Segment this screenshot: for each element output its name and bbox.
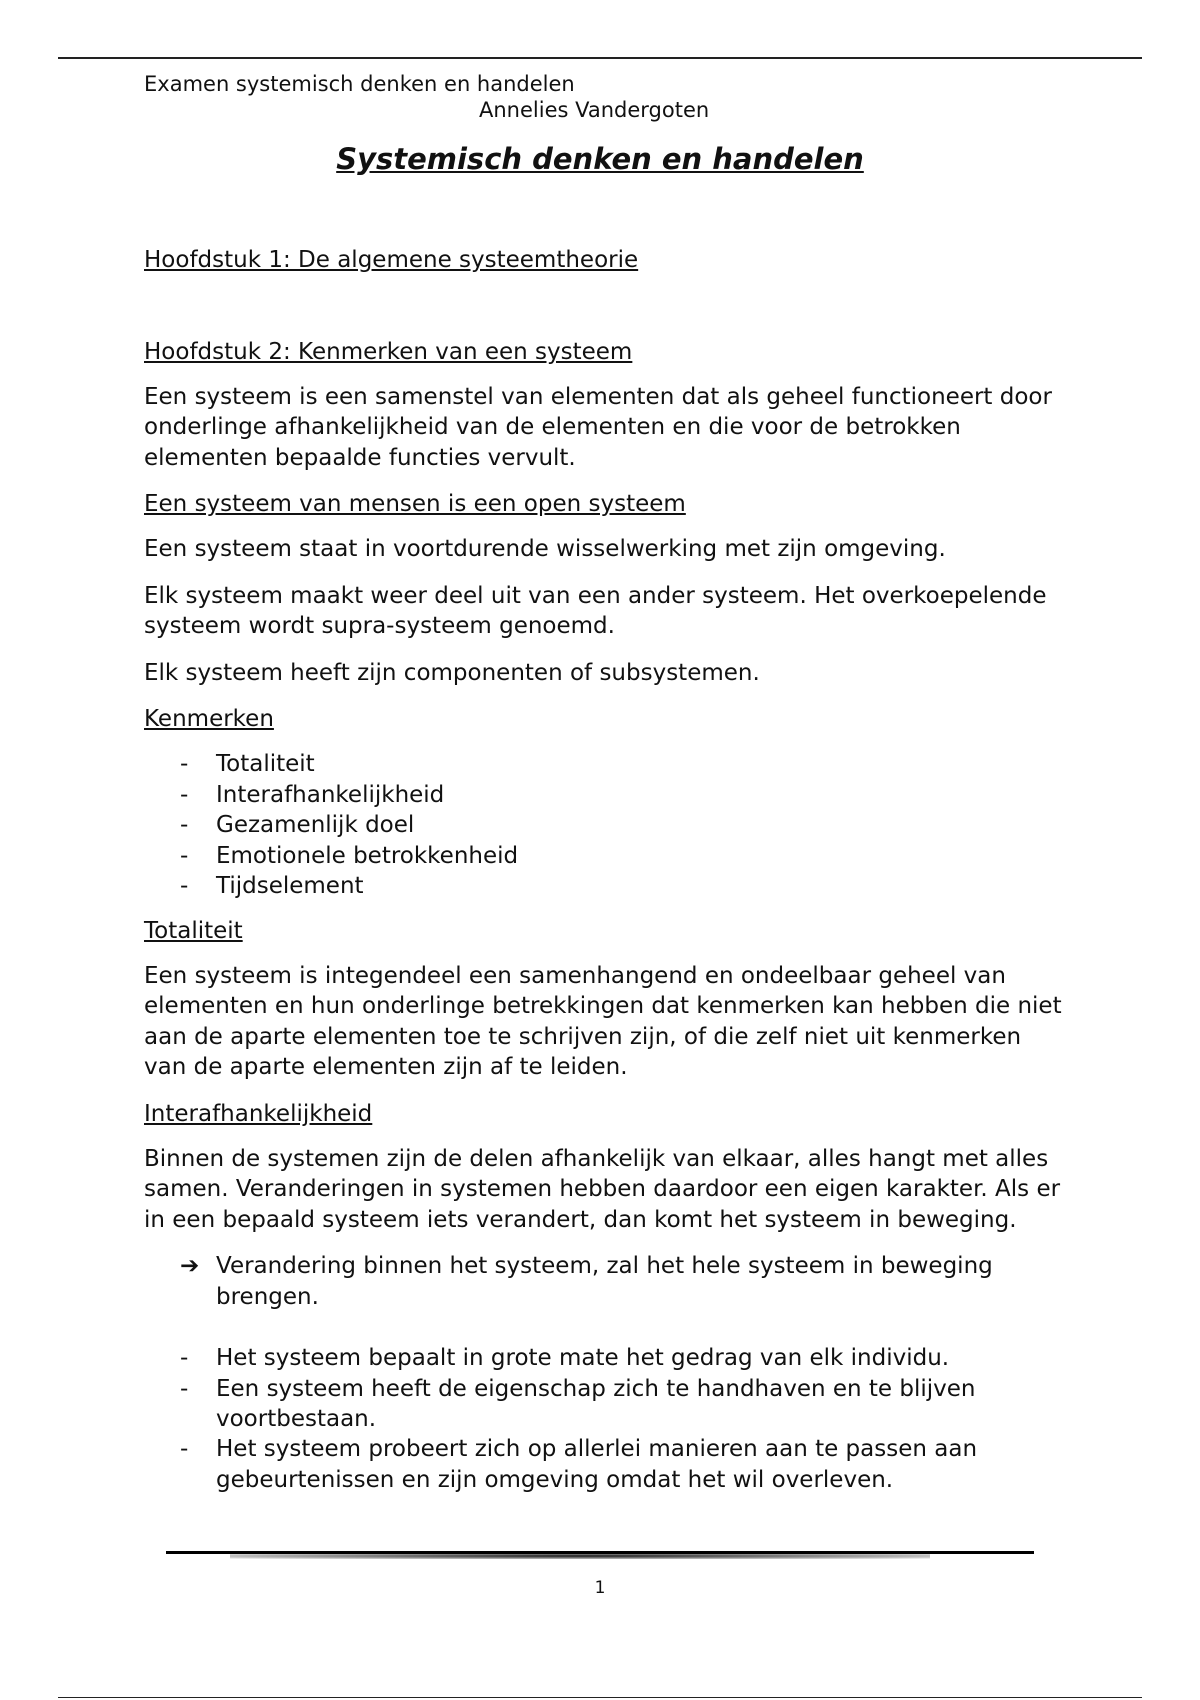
open-system-heading: Een systeem van mensen is een open systeem xyxy=(144,491,686,518)
list-item: - Het systeem probeert zich op allerlei manieren aan te passen aan gebeurtenissen en zijn omgeving omdat het wil overleven. xyxy=(180,1436,978,1493)
interafhankelijkheid-paragraph: Binnen de systemen zijn de delen afhankelijk van elkaar, alles hangt met alles samen. Veranderingen in systemen hebben daardoor een eigen karakter. Als er in een bepaald systeem iets verandert, dan komt het systeem in beweging. xyxy=(144,1145,1061,1233)
arrow-conclusion: ➔ Verandering binnen het systeem, zal het hele systeem in beweging brengen. xyxy=(180,1253,993,1311)
list-item: - Totaliteit xyxy=(144,749,1064,779)
dash-bullet: - xyxy=(180,812,189,839)
chapter-2-heading: Hoofdstuk 2: Kenmerken van een systeem xyxy=(144,339,633,366)
chapter-1-heading: Hoofdstuk 1: De algemene systeemtheorie xyxy=(144,247,639,273)
list-item: - Interafhankelijkheid xyxy=(144,780,1064,810)
list-item: - Tijdselement xyxy=(144,871,1064,901)
dash-bullet: - xyxy=(180,1375,189,1402)
totaliteit-heading: Totaliteit xyxy=(144,917,243,944)
arrow-right-icon: ➔ xyxy=(180,1253,200,1280)
dash-bullet: - xyxy=(180,842,189,869)
footer-rule-shadow xyxy=(230,1553,930,1559)
system-properties-list xyxy=(144,1343,1064,1495)
totaliteit-paragraph: Een systeem is integendeel een samenhangend en ondeelbaar geheel van elementen en hun onderlinge betrekkingen dat kenmerken kan hebben die niet aan de aparte elementen toe te schrijven zijn, of die zelf niet uit kenmerken van de aparte elementen zijn af te leiden. xyxy=(144,962,1062,1081)
document-body xyxy=(144,245,1064,1509)
header-exam-title: Examen systemisch denken en handelen xyxy=(144,72,575,96)
kenmerken-list xyxy=(144,749,1064,901)
dash-bullet: - xyxy=(180,781,189,808)
dash-bullet: - xyxy=(180,1436,189,1463)
interafhankelijkheid-heading: Interafhankelijkheid xyxy=(144,1100,373,1127)
dash-bullet: - xyxy=(180,1345,189,1372)
bottom-page-rule xyxy=(58,1697,1142,1698)
list-item: - Gezamenlijk doel xyxy=(144,810,1064,840)
kenmerken-heading: Kenmerken xyxy=(144,706,274,733)
header-author: Annelies Vandergoten xyxy=(479,98,710,122)
system-definition: Een systeem is een samenstel van elementen dat als geheel functioneert door onderlinge afhankelijkheid van de elementen en die voor de betrokken elementen bepaalde functies vervult. xyxy=(144,383,1052,471)
document-title: Systemisch denken en handelen xyxy=(336,142,864,176)
top-page-rule xyxy=(58,57,1142,59)
open-system-paragraph: Elk systeem maakt weer deel uit van een ander systeem. Het overkoepelende systeem wordt supra-systeem genoemd. xyxy=(144,582,1047,640)
list-item: - Het systeem bepaalt in grote mate het gedrag van elk individu. xyxy=(144,1343,1064,1373)
list-item: - Een systeem heeft de eigenschap zich te handhaven en te blijven voortbestaan. xyxy=(180,1375,976,1432)
open-system-paragraph: Een systeem staat in voortdurende wisselwerking met zijn omgeving. xyxy=(144,536,946,563)
open-system-paragraph: Elk systeem heeft zijn componenten of subsystemen. xyxy=(144,659,760,686)
dash-bullet: - xyxy=(180,751,189,778)
list-item: - Emotionele betrokkenheid xyxy=(144,841,1064,871)
page-number: 1 xyxy=(594,1578,606,1598)
dash-bullet: - xyxy=(180,873,189,900)
